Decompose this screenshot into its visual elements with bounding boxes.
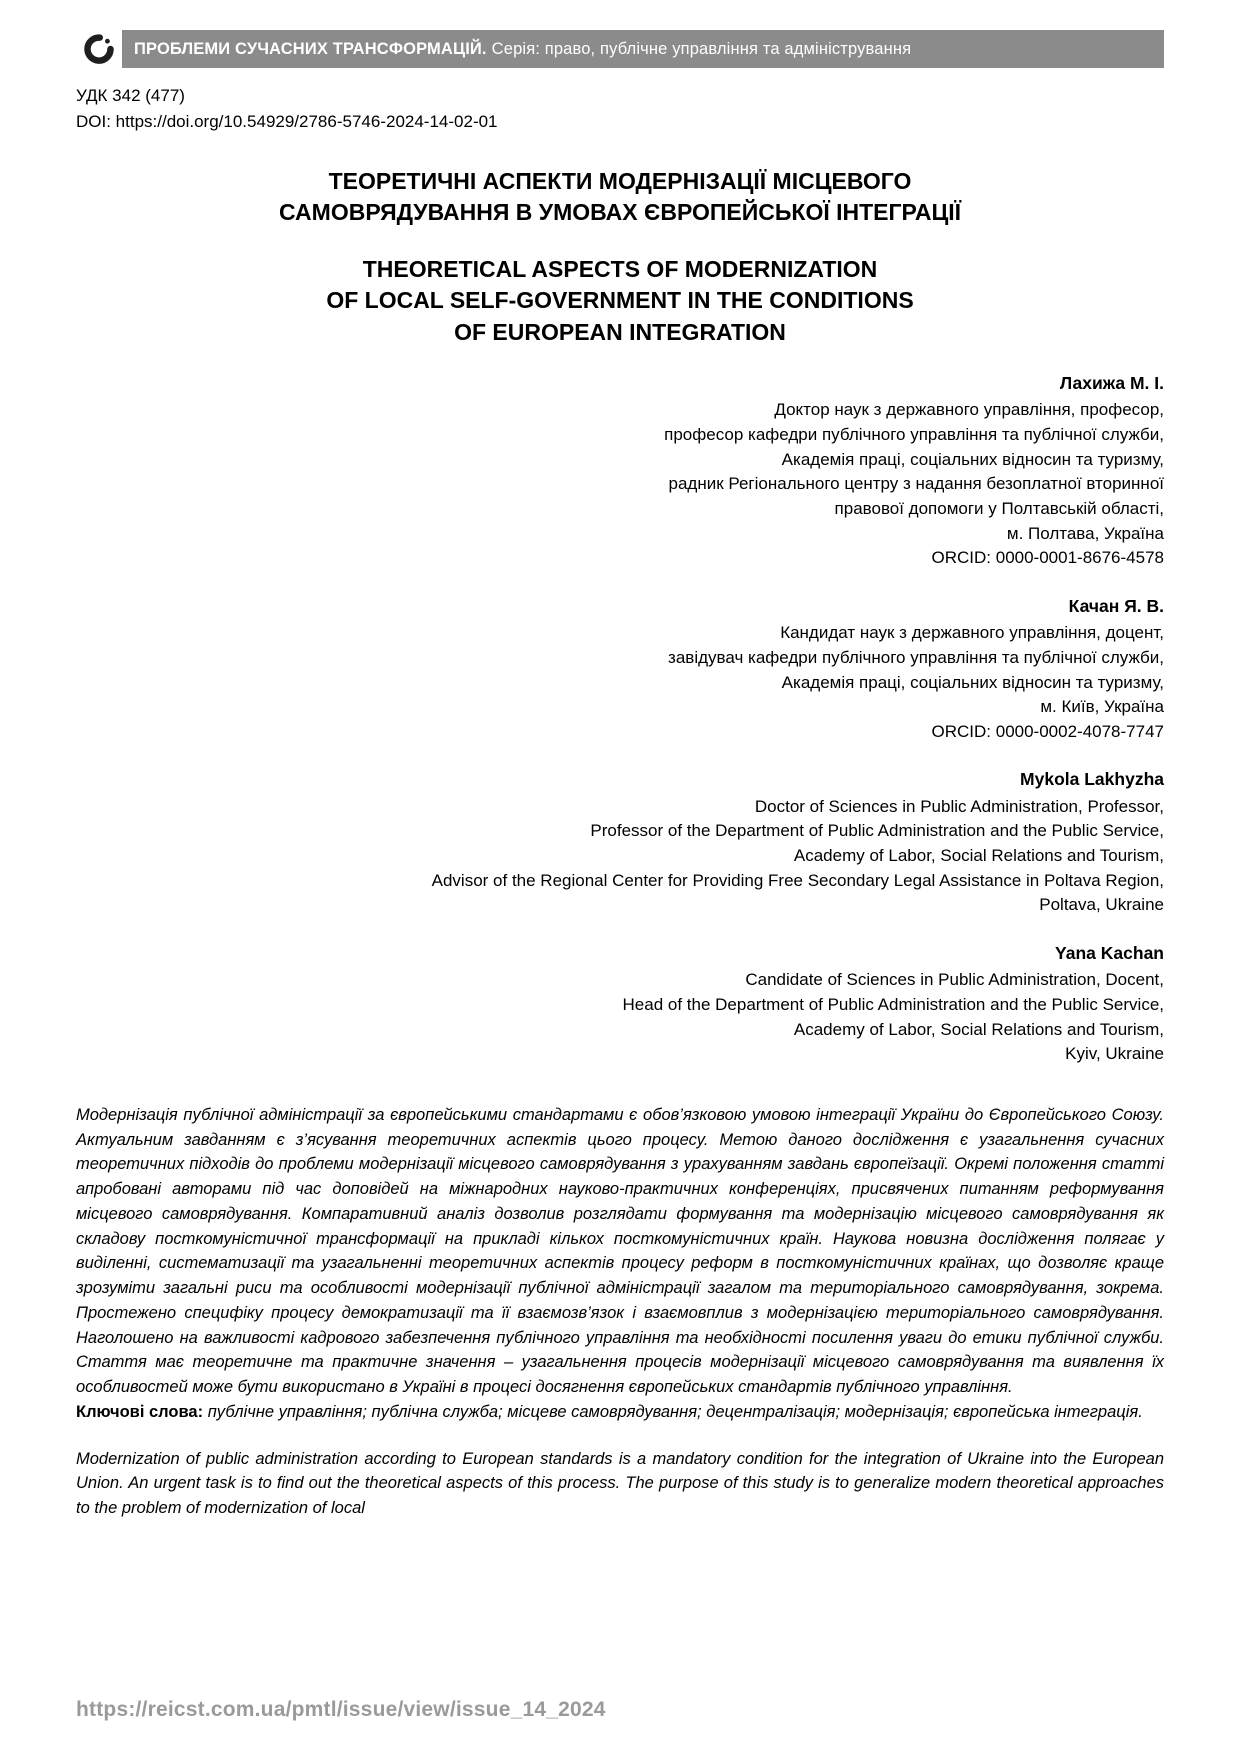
author-affiliation: Доктор наук з державного управління, професор, професор кафедри публічного управління та публічної служби, Академія праці, соціальних відносин та туризму, радник Регіонального центру з надання безоплатної вторинної правової допомоги у Полтавській області, м. Полтава, Україна ORCID: 0000-0001-8676-4578 xyxy=(664,400,1164,568)
abstract-en-text: Modernization of public administration according to European standards is a mandatory condition for the integration of Ukraine into the European Union. An urgent task is to find out the theoretical aspects of this process. The purpose of this study is to generalize modern theoretical approaches to the problem of modernization of local xyxy=(76,1449,1164,1518)
author-name: Качан Я. В. xyxy=(1068,595,1164,616)
article-meta xyxy=(76,83,1164,136)
author-block-lakhyzha-uk xyxy=(76,371,1164,571)
abstract-en xyxy=(76,1447,1164,1521)
keywords-text: публічне управління; публічна служба; місцеве самоврядування; децентралізація; модернізація; європейська інтеграція. xyxy=(203,1402,1143,1421)
doi-link[interactable]: DOI: https://doi.org/10.54929/2786-5746-2024-14-02-01 xyxy=(76,112,498,132)
author-name: Yana Kachan xyxy=(1055,943,1164,964)
keywords-label: Ключові слова: xyxy=(76,1402,204,1421)
keywords-uk xyxy=(76,1400,1164,1425)
journal-series: Серія: право, публічне управління та адміністрування xyxy=(491,39,912,58)
article-title-en: THEORETICAL ASPECTS OF MODERNIZATION OF LOCAL SELF-GOVERNMENT IN THE CONDITIONS OF EUROPEAN INTEGRATION xyxy=(326,256,914,345)
journal-header-bar xyxy=(76,30,1164,68)
author-block-kachan-uk xyxy=(76,594,1164,745)
journal-title: ПРОБЛЕМИ СУЧАСНИХ ТРАНСФОРМАЦІЙ. xyxy=(134,39,487,58)
author-block-kachan-en xyxy=(76,941,1164,1067)
author-name: Mykola Lakhyzha xyxy=(1020,769,1164,790)
author-block-lakhyzha-en xyxy=(76,767,1164,918)
journal-logo-box xyxy=(76,30,122,68)
article-title-uk: ТЕОРЕТИЧНІ АСПЕКТИ МОДЕРНІЗАЦІЇ МІСЦЕВОГО САМОВРЯДУВАННЯ В УМОВАХ ЄВРОПЕЙСЬКОЇ ІНТЕГРАЦІЇ xyxy=(279,167,961,225)
author-name: Лахижа М. І. xyxy=(1059,373,1164,394)
journal-spiral-logo-icon xyxy=(83,33,115,65)
author-affiliation: Кандидат наук з державного управління, доцент, завідувач кафедри публічного управління та публічної служби, Академія праці, соціальних відносин та туризму, м. Київ, Україна ORCID: 0000-0002-4078-7747 xyxy=(668,623,1164,741)
abstract-uk xyxy=(76,1103,1164,1400)
udc-code: УДК 342 (477) xyxy=(76,86,185,105)
author-affiliation: Candidate of Sciences in Public Administration, Docent, Head of the Department of Public Administration and the Public Service, Academy of Labor, Social Relations and Tourism, Kyiv, Ukraine xyxy=(622,970,1164,1064)
author-affiliation: Doctor of Sciences in Public Administration, Professor, Professor of the Department of Public Administration and the Public Service, Academy of Labor, Social Relations and Tourism, Advisor of the Regional Center for Providing Free Secondary Legal Assistance in Poltava Region, Poltava, Ukraine xyxy=(431,796,1164,915)
abstract-uk-text: Модернізація публічної адміністрації за європейськими стандартами є обов’язковою умовою інтеграції України до Європейського Союзу. Актуальним завданням є з’ясування теоретичних аспектів цього процесу. Метою даного дослідження є узагальнення сучасних теоретичних підходів до проблеми модернізації місцевого самоврядування з урахуванням завдань європеїзації. Окремі положення статті апробовані авторами під час доповідей на міжнародних науково-практичних конференціях, присвячених питанням реформування місцевого самоврядування. Компаративний аналіз дозволив розглядати формування та модернізацію місцевого самоврядування як складову посткомуністичної трансформації на прикладі кількох посткомуністичних країн. Наукова новизна дослідження полягає у виділенні, систематизації та узагальненні теоретичних аспектів процесу реформ в посткомуністичних країнах, що дозволяє краще зрозуміти загальні риси та особливості модернізації публічної адміністрації загалом та територіального самоврядування, зокрема. Простежено специфіку процесу демократизації та її взаємозв’язок і взаємовплив з модернізацією територіального самоврядування. Наголошено на важливості кадрового забезпечення публічного управління та необхідності посилення уваги до етики публічної служби. Стаття має теоретичне та практичне значення – узагальнення процесів модернізації місцевого самоврядування та виявлення їх особливостей може бути використано в Україні в процесі досягнення європейських стандартів публічного управління. xyxy=(76,1105,1164,1397)
issue-url-link[interactable]: https://reicst.com.ua/pmtl/issue/view/issue_14_2024 xyxy=(76,1698,606,1721)
journal-title-bar xyxy=(122,30,1164,68)
